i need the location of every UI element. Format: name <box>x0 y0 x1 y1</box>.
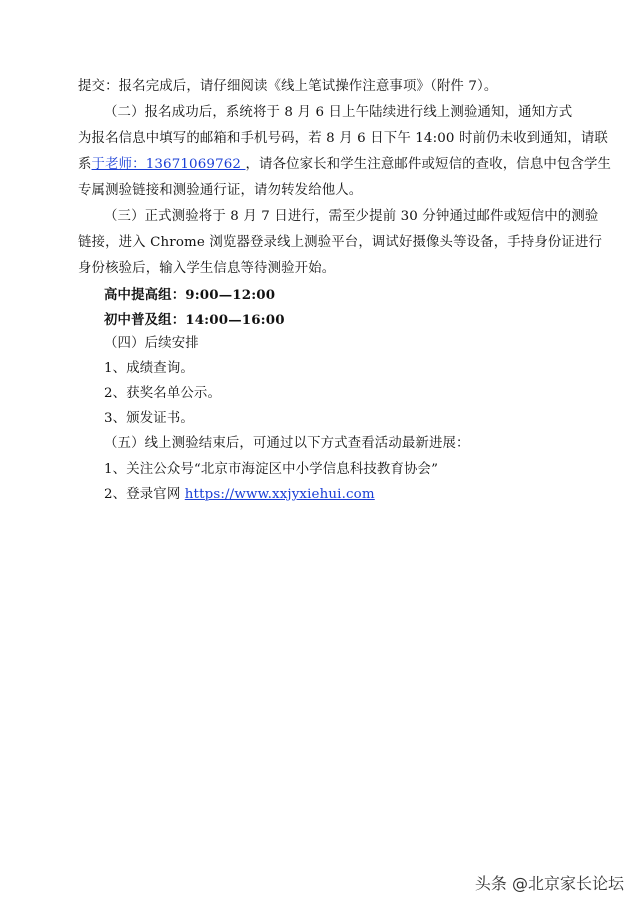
section-4-heading: （四）后续安排 <box>104 336 199 351</box>
paragraph-2-line-1: （二）报名成功后，系统将于 8 月 6 日上午陆续进行线上测验通知，通知方式 <box>104 105 573 120</box>
website-prefix: 2、登录官网 <box>104 487 185 502</box>
list-item-certificate: 3、颁发证书。 <box>104 411 194 426</box>
contact-teacher-link[interactable]: 于老师：13671069762 <box>91 157 246 172</box>
paragraph-2-line-3-suffix: ，请各位家长和学生注意邮件或短信的查收，信息中包含学生 <box>245 157 612 172</box>
official-website-link[interactable]: https://www.xxjyxiehui.com <box>184 487 375 502</box>
paragraph-2-line-2: 为报名信息中填写的邮箱和手机号码，若 8 月 6 日下午 14:00 时前仍未收到通知，请联 <box>78 131 608 146</box>
paragraph-3-line-3: 身份核验后，输入学生信息等待测验开始。 <box>78 261 336 276</box>
junior-group-time: 初中普及组：14:00—16:00 <box>104 312 285 328</box>
paragraph-3-line-1: （三）正式测验将于 8 月 7 日进行，需至少提前 30 分钟通过邮件或短信中的测验 <box>104 209 599 224</box>
watermark: 头条 @北京家长论坛 <box>474 874 624 893</box>
paragraph-2-line-3 <box>78 156 611 174</box>
list-item-award-list: 2、获奖名单公示。 <box>104 386 221 401</box>
list-item-official-website <box>104 486 375 504</box>
senior-group-time: 高中提高组：9:00—12:00 <box>104 287 276 303</box>
paragraph-2-line-3-prefix: 系 <box>78 157 92 172</box>
paragraph-2-line-4: 专属测验链接和测验通行证，请勿转发给他人。 <box>78 183 363 198</box>
list-item-official-account: 1、关注公众号“北京市海淀区中小学信息科技教育协会” <box>104 462 439 477</box>
list-item-score-query: 1、成绩查询。 <box>104 361 194 376</box>
paragraph-submit-line: 提交：报名完成后，请仔细阅读《线上笔试操作注意事项》（附件 7）。 <box>78 79 498 94</box>
section-5-heading: （五）线上测验结束后，可通过以下方式查看活动最新进展： <box>104 436 470 451</box>
paragraph-3-line-2: 链接，进入 Chrome 浏览器登录线上测验平台，调试好摄像头等设备，手持身份证进行 <box>78 235 603 250</box>
